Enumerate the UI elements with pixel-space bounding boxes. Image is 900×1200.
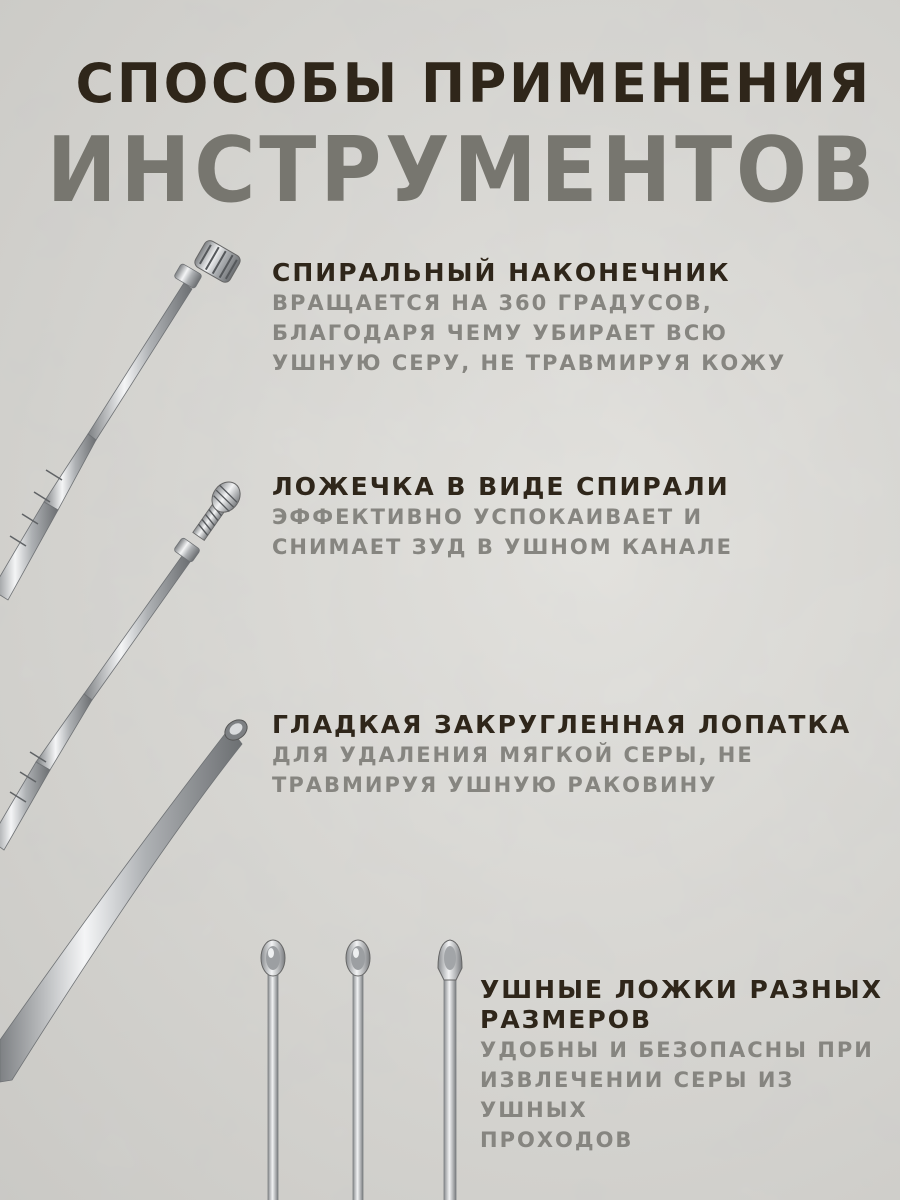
feature-text: ДЛЯ УДАЛЕНИЯ МЯГКОЙ СЕРЫ, НЕ ТРАВМИРУЯ УШНУЮ РАКОВИНУ [272, 743, 754, 797]
feature-title: СПИРАЛЬНЫЙ НАКОНЕЧНИК [272, 258, 731, 287]
feature-ear-spoons [480, 975, 900, 1155]
feature-flat-spatula [272, 710, 851, 800]
spiral-tip-tool-icon [0, 238, 242, 600]
feature-spiral-tip [272, 258, 786, 378]
feature-title: ГЛАДКАЯ ЗАКРУГЛЕННАЯ ЛОПАТКА [272, 710, 852, 739]
page-title-line-2: ИНСТРУМЕНТОВ [46, 118, 878, 223]
feature-title: УШНЫЕ ЛОЖКИ РАЗНЫХ РАЗМЕРОВ [480, 975, 883, 1034]
page-title-line-1: СПОСОБЫ ПРИМЕНЕНИЯ [75, 52, 872, 115]
feature-text: УДОБНЫ И БЕЗОПАСНЫ ПРИ ИЗВЛЕЧЕНИИ СЕРЫ ИЗ УШНЫХ ПРОХОДОВ [480, 1038, 874, 1152]
feature-title: ЛОЖЕЧКА В ВИДЕ СПИРАЛИ [272, 472, 730, 501]
feature-text: ЭФФЕКТИВНО УСПОКАИВАЕТ И СНИМАЕТ ЗУД В УШНОМ КАНАЛЕ [272, 505, 733, 559]
feature-text: ВРАЩАЕТСЯ НА 360 ГРАДУСОВ, БЛАГОДАРЯ ЧЕМУ УБИРАЕТ ВСЮ УШНУЮ СЕРУ, НЕ ТРАВМИРУЯ КОЖУ [272, 291, 787, 375]
feature-spiral-spoon [272, 472, 733, 562]
small-ear-spoon-tool-icon [261, 940, 462, 1200]
